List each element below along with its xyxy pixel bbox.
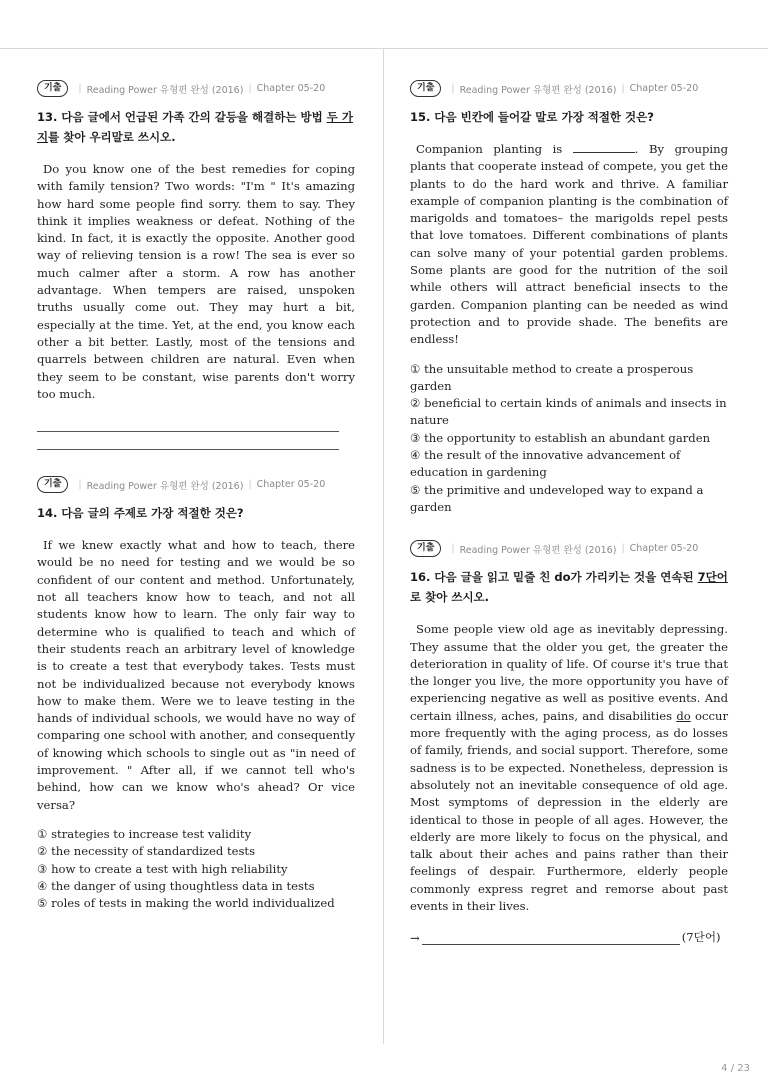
title-text: 다음 글에서 언급된 가족 간의 갈등을 해결하는 방법 bbox=[57, 110, 327, 124]
source-label: Reading Power 유형편 완성 (2016) bbox=[459, 84, 617, 96]
meta-separator: | bbox=[451, 543, 455, 555]
option-5[interactable]: ⑤ the primitive and undeveloped way to expand a garden bbox=[410, 482, 704, 514]
question-number: 15. bbox=[410, 110, 431, 124]
question-number: 16. bbox=[410, 570, 431, 585]
passage: If we knew exactly what and how to teach, there would be no need for testing and we would be so confident of our content and method. Unfortunately, not all teachers know how to teach, and not all students know how to learn. The only fair way to determine who is qualified to teach and which of their students reach an arbitrary level of knowledge is to create a test that everybody takes. Tests must not be individualized because not everybody knows how to make them. Were we to leave testing in the hands of individual schools, we would have no way of comparing one school with another, and consequently of knowing which schools to single out as "in need of improvement. " After all, if we cannot tell who's behind, how can we know who's ahead? Or vice versa? bbox=[37, 538, 355, 812]
passage-text-post: occur more frequently with the aging process, as do losses of family, friends, and social support. Therefore, some sadness is to be expected. Nonetheless, depression is absolutely not an inevitable consequence of old age. Most symptoms of depression in the elderly are identical to those in people of all ages. However, the elderly are more likely to focus on the physical, and talk about their aches and pains rather than their feelings of despair. Furthermore, elderly people commonly express regret and remorse about past events in their lives. bbox=[410, 708, 728, 913]
passage-text: Some people view old age as inevitably depressing. They assume that the older you get, the greater the deterioration in quality of life. Of course it's true that the longer you live, the more opportunity you have of experiencing negative as well as positive events. And certain illness, aches, pains, and disabilities bbox=[410, 622, 728, 723]
answer-options bbox=[37, 826, 355, 912]
answer-line[interactable] bbox=[422, 932, 680, 945]
passage: Do you know one of the best remedies for coping with family tension? Two words: "I'm " It's amazing how hard some people find sorry. them to say. They think it implies weakness or defeat. Nothing of the kind. In fact, it is exactly the opposite. Another good way of relieving tension is a row! The sea is ever so much calmer after a storm. A row has another advantage. When tempers are raised, unspoken truths usually come out. They may hurt a bit, especially at the time. Yet, at the end, you know each other a bit better. Lastly, most of the tensions and quarrels between children are natural. Even when they seem to be constant, wise parents don't worry too much. bbox=[37, 162, 355, 401]
header-rule bbox=[0, 48, 768, 49]
exam-badge: 기출 bbox=[410, 80, 441, 97]
option-3[interactable]: ③ how to create a test with high reliability bbox=[37, 861, 288, 876]
meta-separator: | bbox=[451, 83, 455, 94]
source-label: Reading Power 유형편 완성 (2016) bbox=[86, 480, 244, 492]
exam-badge: 기출 bbox=[37, 476, 68, 493]
question-meta bbox=[410, 540, 728, 557]
passage-text-post: . By grouping plants that cooperate instead of compete, you get the plants to do the hard work and thrive. A familiar example of companion planting is the combination of marigolds and tomatoes– the marigolds repel pests that love tomatoes. Different combinations of plants can solve many of your potential garden problems. Some plants are good for the nutrition of the soil while others will attract beneficial insects to the garden. Companion planting can be needed as wind protection and to provide shade. The benefits are endless! bbox=[410, 142, 728, 347]
meta-separator: | bbox=[78, 83, 82, 94]
passage bbox=[410, 621, 728, 915]
question-title bbox=[410, 567, 728, 607]
option-1[interactable]: ① strategies to increase test validity bbox=[37, 826, 252, 841]
question-number: 13. bbox=[37, 110, 58, 124]
option-2[interactable]: ② the necessity of standardized tests bbox=[37, 844, 256, 859]
arrow-icon: → bbox=[410, 931, 420, 946]
meta-separator: | bbox=[621, 543, 625, 555]
passage-text: Companion planting is bbox=[416, 142, 573, 156]
answer-options bbox=[410, 361, 728, 517]
chapter-label: Chapter 05-20 bbox=[629, 543, 699, 555]
option-4[interactable]: ④ the result of the innovative advancement of education in gardening bbox=[410, 448, 681, 480]
title-text-post: 로 찾아 쓰시오. bbox=[410, 590, 490, 605]
option-5[interactable]: ⑤ roles of tests in making the world individualized bbox=[37, 896, 335, 911]
column-divider bbox=[383, 49, 384, 1044]
source-label: Reading Power 유형편 완성 (2016) bbox=[86, 84, 244, 96]
meta-separator: | bbox=[621, 83, 625, 94]
left-column bbox=[37, 80, 355, 912]
option-3[interactable]: ③ the opportunity to establish an abundant garden bbox=[410, 430, 711, 445]
chapter-label: Chapter 05-20 bbox=[256, 83, 326, 94]
question-title bbox=[410, 107, 728, 127]
title-text: 다음 글을 읽고 밑줄 친 do가 가리키는 것을 연속된 bbox=[430, 570, 698, 585]
question-number: 14. bbox=[37, 506, 58, 521]
exam-badge: 기출 bbox=[37, 80, 68, 97]
answer-field[interactable] bbox=[410, 929, 728, 945]
question-title bbox=[37, 107, 355, 147]
answer-line bbox=[37, 449, 339, 450]
page-number: 4 / 23 bbox=[721, 1063, 750, 1074]
answer-line bbox=[37, 431, 339, 432]
answer-suffix: (7단어) bbox=[681, 930, 721, 945]
meta-separator: | bbox=[248, 479, 252, 491]
meta-separator: | bbox=[248, 83, 252, 94]
option-1[interactable]: ① the unsuitable method to create a prosperous garden bbox=[410, 361, 694, 393]
passage bbox=[410, 141, 728, 349]
question-16 bbox=[410, 540, 728, 945]
chapter-label: Chapter 05-20 bbox=[629, 83, 699, 94]
right-column bbox=[410, 80, 728, 945]
question-meta bbox=[37, 80, 355, 97]
option-4[interactable]: ④ the danger of using thoughtless data in tests bbox=[37, 878, 315, 893]
title-text-post: 를 찾아 우리말로 쓰시오. bbox=[48, 130, 176, 144]
title-underlined: 두 가지 bbox=[37, 110, 353, 144]
source-label: Reading Power 유형편 완성 (2016) bbox=[459, 544, 617, 556]
blank-line bbox=[573, 142, 635, 153]
question-15 bbox=[410, 80, 728, 516]
chapter-label: Chapter 05-20 bbox=[256, 479, 326, 491]
meta-separator: | bbox=[78, 479, 82, 491]
question-meta bbox=[37, 476, 355, 493]
question-title bbox=[37, 503, 355, 523]
underlined-word: do bbox=[676, 708, 691, 723]
question-13 bbox=[37, 80, 355, 450]
option-2[interactable]: ② beneficial to certain kinds of animals and insects in nature bbox=[410, 396, 727, 428]
title-text: 다음 글의 주제로 가장 적절한 것은? bbox=[57, 506, 244, 521]
question-14 bbox=[37, 476, 355, 912]
title-text: 다음 빈칸에 들어갈 말로 가장 적절한 것은? bbox=[430, 110, 654, 124]
question-meta bbox=[410, 80, 728, 97]
title-underlined: 7단어 bbox=[697, 570, 728, 585]
exam-badge: 기출 bbox=[410, 540, 441, 557]
